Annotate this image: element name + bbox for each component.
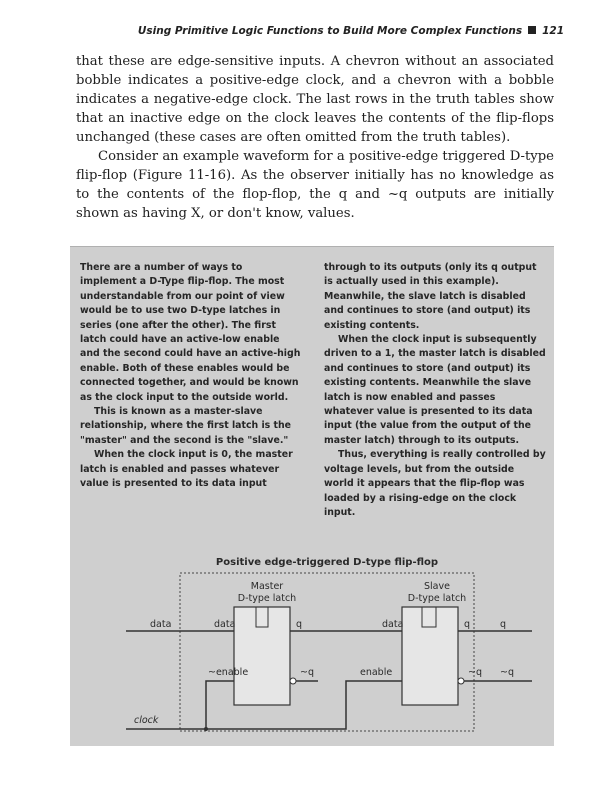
sidebar-paragraph: Thus, everything is really controlled by voltage levels, but from the outside world it appears that the flip-flop was loaded by a rising-edge on the clock input. (324, 449, 546, 518)
sidebar-column-left (80, 261, 302, 492)
square-separator-icon (528, 26, 536, 34)
sidebar-paragraph: This is known as a master-slave relationship, where the first latch is the "master" and the second is the "slave." (80, 406, 292, 446)
master-latch-box (234, 607, 290, 705)
master-data-label: data (214, 619, 236, 630)
sidebar-paragraph: There are a number of ways to implement a D-Type flip-flop. The most understandable from our point of view would be to use two D-type latches in series (one after the other). The first latch could have an active-low enable and the second could have an active-high enable. Both of these enables would be connected together, and would be known as the clock input to the outside world. (80, 262, 301, 403)
output-nq-label: ~q (500, 667, 514, 678)
output-q-label: q (500, 619, 507, 630)
clock-label: clock (134, 715, 159, 726)
sidebar-column-right (324, 261, 546, 520)
paragraph-2: Consider an example waveform for a positive-edge triggered D-type flip-flop (Figure 11-16). As the observer initially has no knowledge as to the contents of the flop-flop, the q and ~q outputs are initially shown as having X, or don't know, values. (76, 149, 554, 221)
sidebar-paragraph: When the clock input is subsequently driven to a 1, the master latch is disabled and continues to store (and output) its existing contents. Meanwhile the slave latch is now enabled and passes whatever value is presented to its data input (the value from the output of the master latch) through to its outputs. (324, 334, 546, 446)
data-in-label: data (150, 619, 172, 630)
sidebar-box (70, 246, 554, 746)
slave-nq-label: ~q (468, 667, 482, 678)
master-q-label: q (296, 619, 303, 630)
running-header (138, 25, 564, 37)
diagram-title: Positive edge-triggered D-type flip-flop (215, 557, 439, 568)
slave-data-label: data (382, 619, 404, 630)
slave-label-1: Slave (424, 581, 450, 592)
master-label-1: Master (250, 581, 284, 592)
slave-enable-label: enable (360, 667, 393, 678)
body-text (76, 52, 554, 223)
sidebar-paragraph: When the clock input is 0, the master latch is enabled and passes whatever value is presented to its data input (80, 449, 293, 490)
paragraph-1: that these are edge-sensitive inputs. A chevron without an associated bobble indicates a positive-edge clock, and a chevron with a bobble indicates a negative-edge clock. The last rows in the truth tables show that an inactive edge on the clock leaves the contents of the flip-flops unchanged (these cases are often omitted from the truth tables). (76, 54, 554, 145)
master-enable-label: ~enable (208, 667, 249, 678)
flip-flop-diagram (70, 543, 554, 743)
master-label-2: D-type latch (237, 593, 297, 604)
master-nq-label: ~q (300, 667, 314, 678)
slave-label-2: D-type latch (407, 593, 467, 604)
slave-latch-box (402, 607, 458, 705)
clock-junction-dot (204, 727, 208, 731)
page-number: 121 (542, 25, 564, 37)
master-nq-bobble (290, 678, 296, 684)
slave-nq-bobble (458, 678, 464, 684)
header-title: Using Primitive Logic Functions to Build More Complex Functions (137, 25, 523, 37)
sidebar-paragraph: through to its outputs (only its q output is actually used in this example). Meanwhile, the slave latch is disabled and continues to store (and output) its existing contents. (324, 262, 537, 331)
slave-q-label: q (464, 619, 471, 630)
